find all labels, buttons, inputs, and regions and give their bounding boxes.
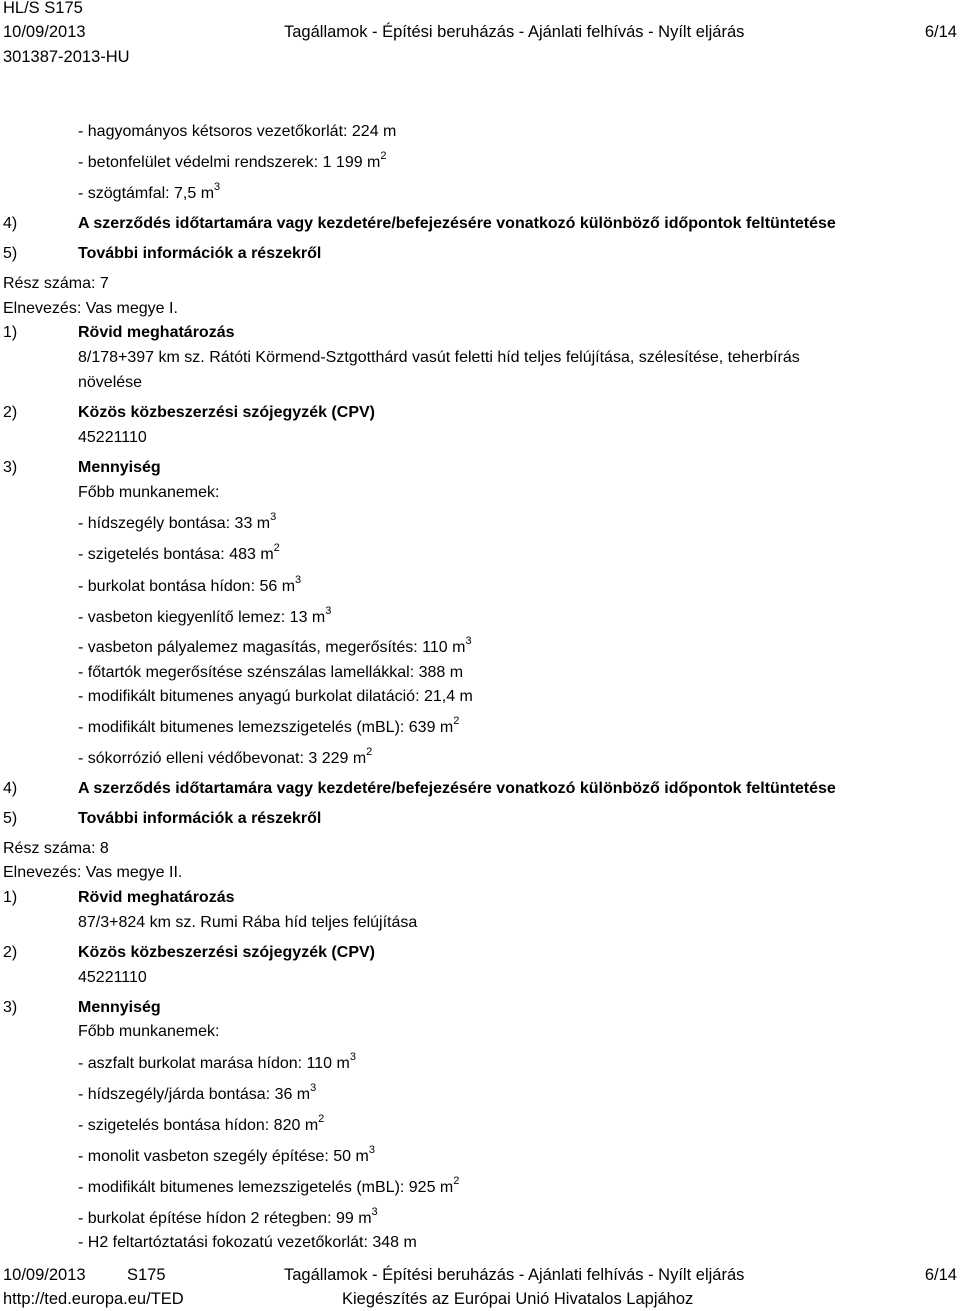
header-series: HL/S S175 bbox=[3, 0, 83, 17]
footer-page-number: 6/14 bbox=[924, 1266, 957, 1284]
list-item: - modifikált bitumenes lemezszigetelés (mBL): 639 $m^2$ bbox=[78, 714, 460, 736]
section-title: A szerződés időtartamára vagy kezdetére/befejezésére vonatkozó különböző időpontok feltüntetése bbox=[78, 215, 836, 232]
header-title: Tagállamok - Építési beruházás - Ajánlati felhívás - Nyílt eljárás bbox=[284, 23, 745, 41]
footer-date: 10/09/2013 bbox=[3, 1266, 86, 1284]
list-item: - monolit vasbeton szegély építése: 50 $m^3$ bbox=[78, 1143, 375, 1165]
header-date: 10/09/2013 bbox=[3, 23, 86, 41]
section-title: További információk a részekről bbox=[78, 810, 322, 827]
list-item: - vasbeton kiegyenlítő lemez: 13 $m^3$ bbox=[78, 604, 332, 626]
section-number: 5) bbox=[3, 245, 18, 262]
main-works-label: Főbb munkanemek: bbox=[78, 1023, 220, 1040]
list-item: - sókorrózió elleni védőbevonat: 3 229 $m^2$ bbox=[78, 745, 373, 767]
footer-series: S175 bbox=[127, 1266, 166, 1284]
section-number: 2) bbox=[3, 404, 18, 421]
section-title: Mennyiség bbox=[78, 999, 161, 1016]
footer-url-link[interactable]: http://ted.europa.eu/TED bbox=[3, 1290, 184, 1308]
header-page-number: 6/14 bbox=[924, 23, 957, 41]
list-item: - szigetelés bontása: 483 $m^2$ bbox=[78, 541, 280, 563]
cpv-code: 45221110 bbox=[78, 969, 147, 986]
list-item: - szigetelés bontása hídon: 820 $m^2$ bbox=[78, 1112, 325, 1134]
cpv-code: 45221110 bbox=[78, 429, 147, 446]
footer-supplement: Kiegészítés az Európai Unió Hivatalos Lapjához bbox=[342, 1290, 694, 1308]
list-item: - H2 feltartóztatási fokozatú vezetőkorlát: 348 m bbox=[78, 1234, 417, 1251]
lot-name: Elnevezés: Vas megye I. bbox=[3, 300, 178, 317]
lot-number: Rész száma: 8 bbox=[3, 840, 109, 857]
list-item: - vasbeton pályalemez magasítás, megerősítés: 110 $m^3$ bbox=[78, 634, 472, 656]
list-item: - modifikált bitumenes anyagú burkolat dilatáció: 21,4 m bbox=[78, 688, 473, 705]
list-item: - hídszegély bontása: 33 $m^3$ bbox=[78, 510, 277, 532]
section-number: 2) bbox=[3, 944, 18, 961]
list-item: - szögtámfal: 7,5 $m^3$ bbox=[78, 180, 221, 202]
section-title: Rövid meghatározás bbox=[78, 889, 235, 906]
list-item: - burkolat építése hídon 2 rétegben: 99 $m^3$ bbox=[78, 1205, 378, 1227]
list-item: - főtartók megerősítése szénszálas lamellákkal: 388 m bbox=[78, 664, 464, 681]
footer-title: Tagállamok - Építési beruházás - Ajánlati felhívás - Nyílt eljárás bbox=[284, 1266, 745, 1284]
section-title: Közös közbeszerzési szójegyzék (CPV) bbox=[78, 404, 375, 421]
short-description-text: növelése bbox=[78, 374, 143, 391]
lot-name: Elnevezés: Vas megye II. bbox=[3, 864, 183, 881]
short-description-text: 87/3+824 km sz. Rumi Rába híd teljes felújítása bbox=[78, 914, 418, 931]
header-doc-id: 301387-2013-HU bbox=[3, 48, 130, 66]
list-item: - burkolat bontása hídon: 56 $m^3$ bbox=[78, 573, 302, 595]
short-description-text: 8/178+397 km sz. Rátóti Körmend-Sztgotthárd vasút feletti híd teljes felújítása, szélesítése, teherbírás bbox=[78, 349, 800, 366]
list-item: - hagyományos kétsoros vezetőkorlát: 224 m bbox=[78, 123, 397, 140]
section-number: 3) bbox=[3, 459, 18, 476]
section-number: 5) bbox=[3, 810, 18, 827]
main-works-label: Főbb munkanemek: bbox=[78, 484, 220, 501]
section-title: A szerződés időtartamára vagy kezdetére/befejezésére vonatkozó különböző időpontok feltüntetése bbox=[78, 780, 836, 797]
section-title: Rövid meghatározás bbox=[78, 324, 235, 341]
list-item: - hídszegély/járda bontása: 36 $m^3$ bbox=[78, 1081, 317, 1103]
list-item: - betonfelület védelmi rendszerek: 1 199 $m^2$ bbox=[78, 149, 387, 171]
section-title: További információk a részekről bbox=[78, 245, 322, 262]
section-number: 4) bbox=[3, 780, 18, 797]
lot-number: Rész száma: 7 bbox=[3, 275, 109, 292]
list-item: - aszfalt burkolat marása hídon: 110 $m^3$ bbox=[78, 1050, 356, 1072]
section-number: 1) bbox=[3, 889, 18, 906]
list-item: - modifikált bitumenes lemezszigetelés (mBL): 925 $m^2$ bbox=[78, 1174, 460, 1196]
section-title: Mennyiség bbox=[78, 459, 161, 476]
section-number: 4) bbox=[3, 215, 18, 232]
section-title: Közös közbeszerzési szójegyzék (CPV) bbox=[78, 944, 375, 961]
section-number: 3) bbox=[3, 999, 18, 1016]
section-number: 1) bbox=[3, 324, 18, 341]
